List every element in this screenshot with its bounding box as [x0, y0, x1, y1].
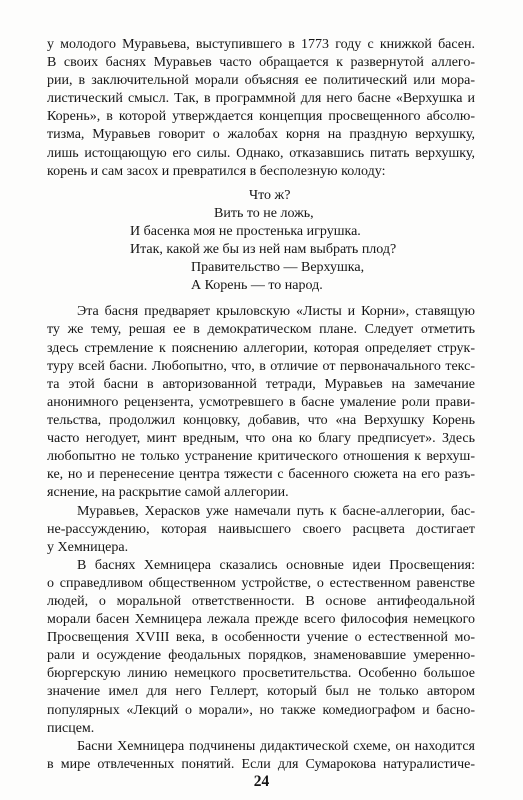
text-line: Корень», в которой утверждается концепция просвещенного абсолю-	[47, 109, 475, 125]
text-line: та этой басни в авторизованной тетради, Муравьев на замечание	[47, 376, 475, 392]
text-line: Муравьев, Херасков уже намечали путь к басне-аллегории, бас-	[77, 503, 475, 519]
text-line: анонимного рецензента, усмотревшего в басне умаление роли прави-	[47, 394, 475, 410]
text-line: туру всей басни. Любопытно, что, в отличие от первоначального текс-	[47, 358, 475, 374]
text-line: о справедливом общественном устройстве, о естественном равенстве	[47, 575, 475, 591]
text-line: Просвещения XVIII века, в особенности учение о естественной мо-	[47, 630, 475, 646]
poem-line: Что ж?	[249, 187, 291, 203]
text-line: здесь стремление к пояснению аллегории, которая определяет струк-	[47, 340, 475, 356]
text-line: бюргерскую линию немецкого просветительства. Особенно большое	[47, 666, 475, 682]
text-line: рии, в заключительной морали объясняя ее политический или мора-	[47, 73, 475, 89]
paragraph-4	[47, 557, 475, 738]
text-line: корень и сам засох и превратился в бесполезную колоду:	[47, 163, 386, 179]
paragraph-2	[47, 303, 475, 502]
poem-line: Итак, какой же бы из ней нам выбрать плод?	[130, 242, 397, 258]
poem-line: Вить то не ложь,	[214, 205, 314, 221]
text-line: лишь истощающую его силы. Однако, отказавшись питать верхушку,	[47, 145, 475, 161]
text-line: значение имел для него Геллерт, который был не только автором	[47, 684, 475, 700]
poem-line: А Корень — то народ.	[191, 278, 323, 294]
text-line: морали басен Хемницера лежала прежде всего философия немецкого	[47, 612, 475, 628]
text-line: тизма, Муравьев говорит о жалобах корня на праздную верхушку,	[47, 127, 475, 143]
text-line: Эта басня предваряет крыловскую «Листы и Корни», ставящую	[77, 304, 475, 320]
text-line: людей, о моральной ответственности. В основе антифеодальной	[47, 593, 475, 609]
poem-line: Правительство — Верхушка,	[191, 260, 365, 276]
text-line: рали и осуждение феодальных порядков, знаменовавшие умеренно-	[47, 648, 475, 664]
text-line: не-рассуждению, которая наивысшего своего расцвета достигает	[47, 521, 475, 537]
paragraph-1	[47, 36, 475, 181]
text-line: Басни Хемницера подчинены дидактической схеме, он находится	[77, 738, 475, 754]
paragraph-3	[47, 503, 475, 557]
text-line: писцем.	[47, 720, 95, 736]
page-number: 24	[253, 773, 270, 790]
poem-line: И басенка моя не простенька игрушка.	[130, 224, 361, 239]
text-line: у Хемницера.	[47, 539, 129, 555]
text-line: любопытно не только устранение критического отношения к верхуш-	[47, 449, 475, 465]
paragraph-5	[47, 738, 475, 774]
text-line: В своих баснях Муравьев часто обращается к развернутой аллего-	[47, 55, 475, 71]
text-line: ту же тему, решая ее в демократическом плане. Следует отметить	[47, 322, 475, 338]
text-line: яснение, на раскрытие самой аллегории.	[47, 485, 289, 501]
text-line: в мире отвлеченных понятий. Если для Сумарокова натуралистиче-	[47, 756, 475, 772]
text-line: часто негодует, минт вредным, что она ко благу предписует». Здесь	[47, 431, 475, 447]
text-line: популярных «Лекций о морали», но также комедиографом и басно-	[47, 702, 475, 718]
text-line: листический смысл. Так, в программной для него басне «Верхушка и	[47, 91, 475, 107]
text-line: у молодого Муравьева, выступившего в 1773 году с книжкой басен.	[47, 37, 475, 52]
text-line: тельства, продолжил концовку, добавив, что «на Верхушку Корень	[47, 412, 475, 428]
text-line: ке, но и перенесение центра тяжести с басенного сюжета на его разъ-	[47, 467, 475, 483]
text-line: В баснях Хемницера сказались основные идеи Просвещения:	[77, 557, 475, 573]
